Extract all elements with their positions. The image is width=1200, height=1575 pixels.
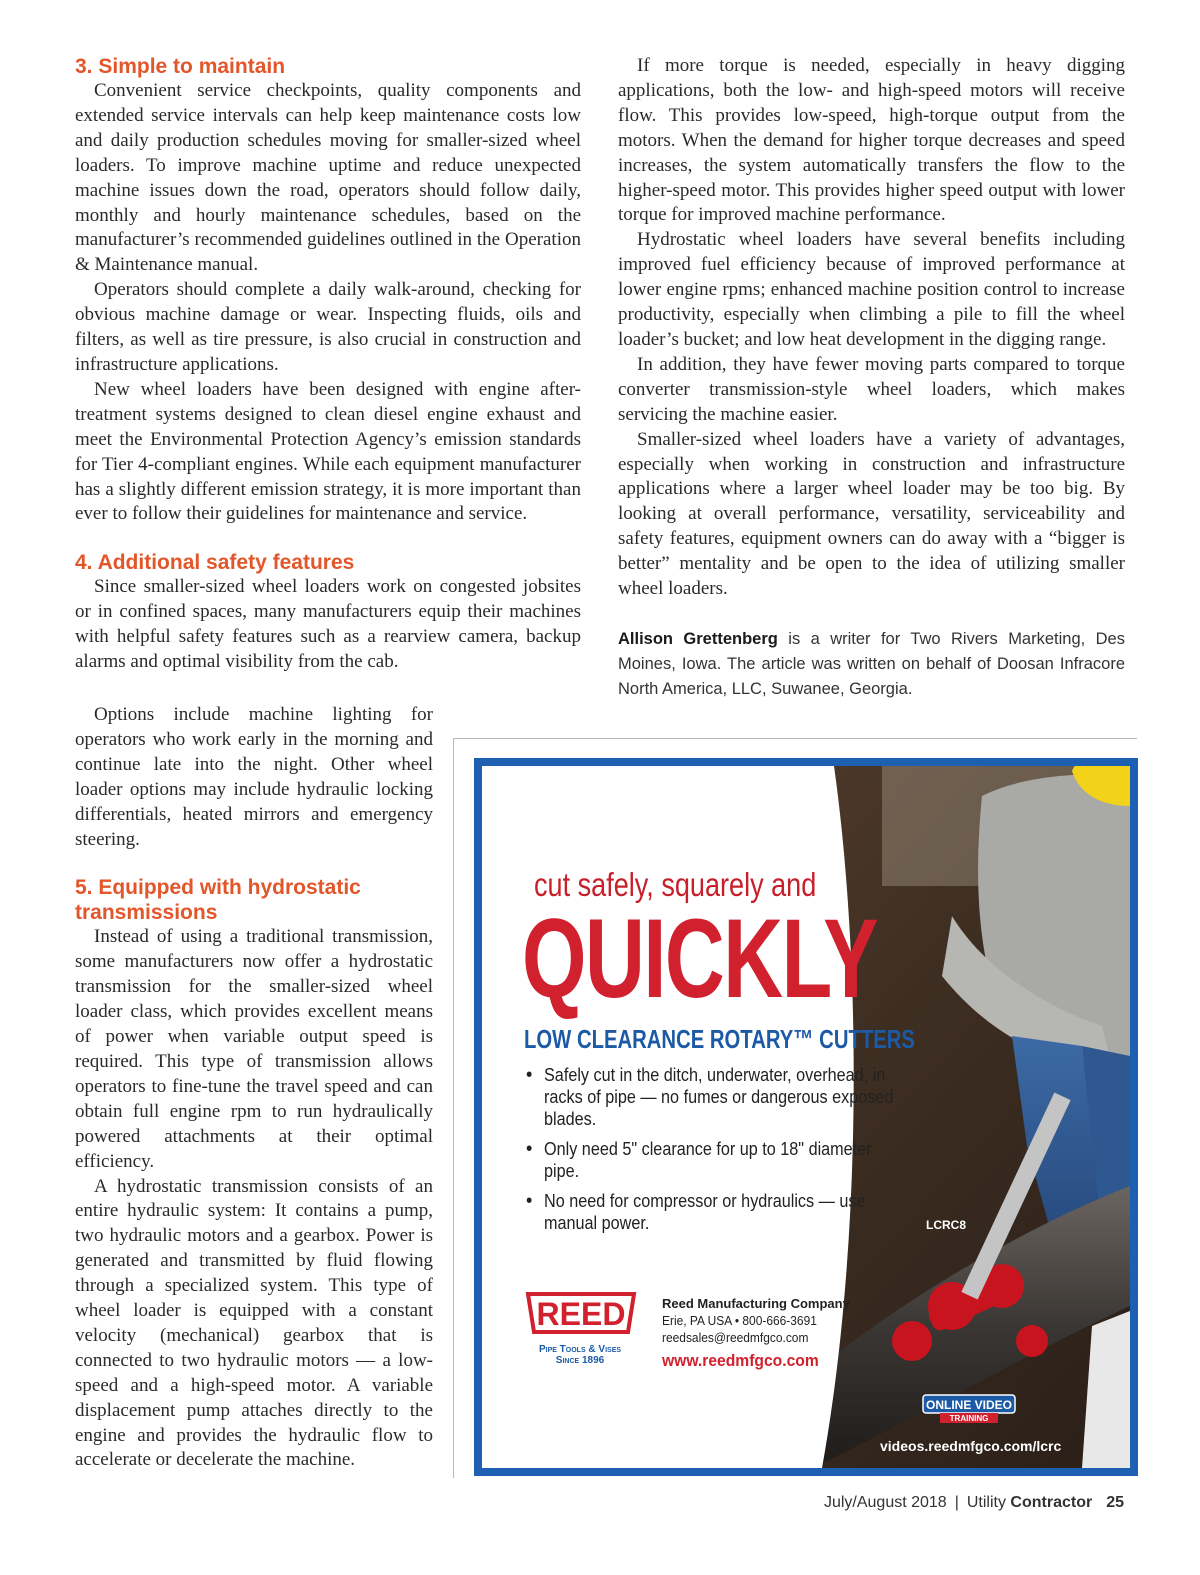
product-label: LCRC8 <box>926 1218 967 1232</box>
publication-name-light: Utility <box>966 1494 1006 1511</box>
section-5-paragraph-1: Instead of using a traditional transmission, some manufacturers now offer a hydrostatic transmission for the smaller-sized wheel loader class, which provides excellent means of power when variable output speed is required. This type of transmission allows operators to fine-tune the travel speed and can obtain full engine rpm to run hydraulically powered attachments at their optimal efficiency. <box>75 926 433 1172</box>
company-website-link[interactable]: www.reedmfgco.com <box>662 1351 819 1370</box>
ad-bullet: • Only need 5" clearance for up to 18" diameter pipe. <box>526 1138 904 1182</box>
section-4-paragraph-2: Options include machine lighting for operators who work early in the morning and continue late into the night. Other wheel loader options may include hydraulic locking differentials, heated mirrors and emergency steering. <box>75 704 433 850</box>
section-4-paragraph-1: Since smaller-sized wheel loaders work on congested jobsites or in confined spaces, many manufacturers equip their machines with helpful safety features such as a rearview camera, backup alarms and optimal visibility from the cab. <box>75 576 581 673</box>
right-column <box>618 54 1125 702</box>
reed-logo <box>522 1286 640 1340</box>
video-badge-line-1: ONLINE VIDEO <box>925 1398 1013 1412</box>
right-paragraph-3: In addition, they have fewer moving parts compared to torque converter transmission-style wheel loaders, which makes servicing the machine easier. <box>618 353 1125 425</box>
section-5-heading: 5. Equipped with hydrostatic transmissions <box>75 876 361 925</box>
reed-tagline <box>524 1344 636 1366</box>
left-column-lower <box>75 703 433 1473</box>
reed-advertisement[interactable] <box>474 758 1138 1476</box>
page-footer <box>824 1494 1124 1512</box>
ad-bullet: • No need for compressor or hydraulics — use manual power. <box>526 1190 904 1234</box>
left-column-upper <box>75 54 581 675</box>
ad-panel <box>482 766 1130 1468</box>
right-paragraph-2: Hydrostatic wheel loaders have several benefits including improved fuel efficiency because of improved performance at lower engine rpms; enhanced machine position control to increase productivity, especially when climbing a pile to fill the wheel loader’s bucket; and low heat development in the digging range. <box>618 229 1125 350</box>
video-badge-line-2: TRAINING <box>949 1414 989 1423</box>
company-name: Reed Manufacturing Company <box>662 1296 850 1311</box>
company-email[interactable]: reedsales@reedmfgco.com <box>662 1330 809 1345</box>
reed-logo-text: REED <box>536 1296 626 1332</box>
author-bio-text: is a writer for Two Rivers Marketing, Des Moines, Iowa. The article was written on behalf of Doosan Infracore North America, LLC, Suwanee, Georgia. <box>618 629 1125 698</box>
ad-tagline: cut safely, squarely and <box>534 866 817 903</box>
reed-tagline-2: Since 1896 <box>555 1355 605 1366</box>
ad-bullet-list <box>526 1064 904 1242</box>
right-paragraph-4: Smaller-sized wheel loaders have a variety of advantages, especially when working in construction and infrastructure applications where a larger wheel loader may be too big. By looking at overall performance, versatility, serviceability and safety features, equipment owners can do away with a “bigger is better” mentality and be open to the idea of utilizing smaller wheel loaders. <box>618 428 1125 600</box>
author-name: Allison Grettenberg <box>618 629 778 648</box>
issue-date: July/August 2018 <box>823 1494 947 1511</box>
video-url-link[interactable]: videos.reedmfgco.com/lcrc <box>880 1438 1062 1454</box>
reed-tagline-1: Pipe Tools & Vises <box>538 1344 622 1355</box>
section-3-paragraph-3: New wheel loaders have been designed with engine after-treatment systems designed to clean diesel engine exhaust and meet the Environmental Protection Agency’s emission standards for Tier 4-compliant engines. While each equipment manufacturer has a slightly different emission strategy, it is more important than ever to follow their guidelines for maintenance and service. <box>75 378 581 525</box>
right-paragraph-1: If more torque is needed, especially in heavy digging applications, both the low- and high-speed motors will receive flow. This provides low-speed, high-torque output from the motors. When the demand for higher torque decreases and speed increases, the system automatically transfers the flow to the higher-speed motor. This provides higher speed output with lower torque for improved machine performance. <box>618 55 1125 226</box>
section-3-paragraph-1: Convenient service checkpoints, quality components and extended service intervals can help keep maintenance costs low and daily production schedules moving for smaller-sized wheel loaders. To improve machine uptime and reduce unexpected machine issues down the road, operators should follow daily, monthly and hourly maintenance schedules, based on the manufacturer’s recommended guidelines outlined in the Operation & Maintenance manual. <box>75 80 581 276</box>
section-5-paragraph-2: A hydrostatic transmission consists of an entire hydraulic system: It contains a pump, two hydraulic motors and a gearbox. Power is generated and transmitted by fluid flowing through a specialized system. This type of wheel loader is equipped with a constant velocity (mechanical) gearbox that is connected to two hydraulic motors — a low-speed and a high-speed motor. A variable displacement pump attaches directly to the engine and provides the hydraulic flow to accelerate or decelerate the machine. <box>75 1175 433 1471</box>
page-number: 25 <box>1106 1494 1124 1511</box>
section-3-paragraph-2: Operators should complete a daily walk-around, checking for obvious machine damage or wear. Inspecting fluids, oils and filters, as well as tire pressure, is also crucial in construction and infrastructure applications. <box>75 279 581 375</box>
ad-subhead: LOW CLEARANCE ROTARY™ CUTTERS <box>524 1024 915 1054</box>
company-address: Erie, PA USA • 800-666-3691 <box>662 1313 817 1328</box>
footer-separator: | <box>954 1494 959 1511</box>
publication-name-bold: Contractor <box>1010 1494 1093 1511</box>
ad-headline: QUICKLY <box>522 896 877 1021</box>
section-3-heading: 3. Simple to maintain <box>75 55 286 78</box>
online-video-training-badge[interactable] <box>922 1394 1016 1424</box>
author-bio <box>618 627 1125 702</box>
ad-bullet: • Safely cut in the ditch, underwater, overhead, in racks of pipe — no fumes or dangerous exposed blades. <box>526 1064 904 1130</box>
section-4-heading: 4. Additional safety features <box>75 551 355 575</box>
